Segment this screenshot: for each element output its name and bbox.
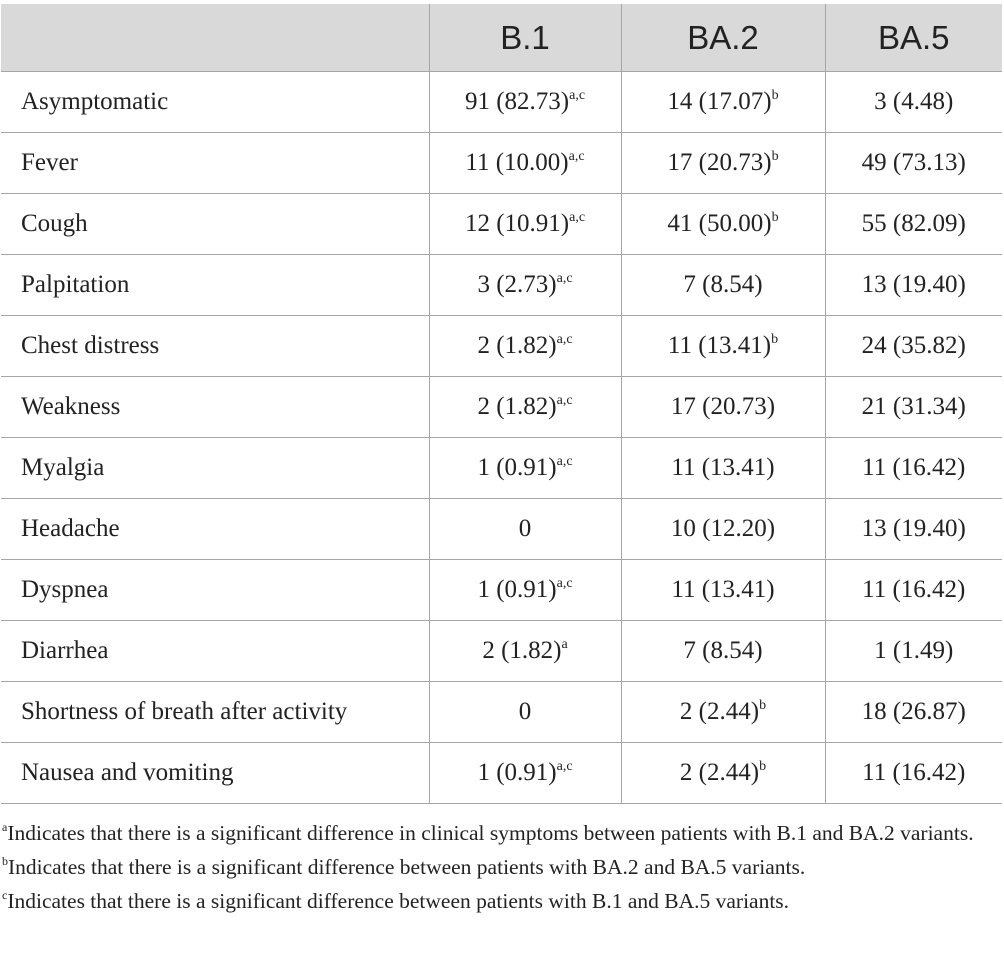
b1-value-cell xyxy=(429,255,621,316)
symptom-label: Nausea and vomiting xyxy=(1,743,429,804)
ba2-value: 7 (8.54) xyxy=(683,637,763,664)
ba2-value: 17 (20.73) xyxy=(670,393,776,420)
table-row xyxy=(1,560,1002,621)
ba2-value-cell xyxy=(621,743,825,804)
footnote-mark: b xyxy=(2,854,8,868)
ba2-value: 10 (12.20) xyxy=(670,515,776,542)
significance-marker: b xyxy=(771,332,779,347)
table-row xyxy=(1,621,1002,682)
b1-value-cell xyxy=(429,682,621,743)
b1-value-cell xyxy=(429,133,621,194)
ba2-value: 11 (13.41) xyxy=(671,576,775,603)
significance-marker: a,c xyxy=(556,332,573,347)
ba5-value-cell xyxy=(825,255,1002,316)
significance-marker: a,c xyxy=(556,576,573,591)
significance-marker: b xyxy=(771,88,779,103)
ba2-value: 41 (50.00) xyxy=(667,210,772,237)
b1-value: 0 xyxy=(518,698,532,725)
ba5-value-cell xyxy=(825,499,1002,560)
symptoms-table xyxy=(1,4,1002,804)
significance-marker: a xyxy=(561,637,568,652)
ba2-value-cell xyxy=(621,560,825,621)
table-row xyxy=(1,255,1002,316)
ba2-value-cell xyxy=(621,133,825,194)
ba2-value-cell xyxy=(621,438,825,499)
table-row xyxy=(1,438,1002,499)
ba5-value-cell xyxy=(825,743,1002,804)
table-row xyxy=(1,499,1002,560)
significance-marker: a,c xyxy=(556,393,573,408)
ba5-value-cell xyxy=(825,194,1002,255)
ba5-value-cell xyxy=(825,438,1002,499)
symptom-label: Weakness xyxy=(1,377,429,438)
significance-marker: a,c xyxy=(569,210,586,225)
ba2-value: 2 (2.44) xyxy=(679,759,760,786)
significance-marker: a,c xyxy=(556,759,573,774)
footnote-mark: a xyxy=(2,820,8,834)
symptom-label: Myalgia xyxy=(1,438,429,499)
ba5-value: 13 (19.40) xyxy=(861,271,966,298)
ba2-value-cell xyxy=(621,72,825,133)
b1-value: 91 (82.73) xyxy=(464,88,570,115)
ba5-value: 13 (19.40) xyxy=(861,515,966,542)
b1-value-cell xyxy=(429,316,621,377)
b1-value-cell xyxy=(429,621,621,682)
significance-marker: a,c xyxy=(568,149,585,164)
header-blank xyxy=(1,4,429,72)
header-b1: B.1 xyxy=(429,4,621,72)
ba5-value-cell xyxy=(825,377,1002,438)
b1-value: 2 (1.82) xyxy=(477,393,557,420)
ba5-value: 3 (4.48) xyxy=(874,88,954,115)
symptom-label: Shortness of breath after activity xyxy=(1,682,429,743)
table-row xyxy=(1,377,1002,438)
b1-value: 3 (2.73) xyxy=(477,271,557,298)
ba2-value: 17 (20.73) xyxy=(667,149,772,176)
significance-marker: a,c xyxy=(556,454,573,469)
ba5-value: 1 (1.49) xyxy=(874,637,954,664)
footnote-text: Indicates that there is a significant difference between patients with BA.2 and BA.5 variants. xyxy=(8,855,806,879)
ba2-value: 11 (13.41) xyxy=(667,332,772,359)
ba2-value-cell xyxy=(621,255,825,316)
table-row xyxy=(1,743,1002,804)
significance-marker: a,c xyxy=(569,88,586,103)
b1-value-cell xyxy=(429,194,621,255)
header-row xyxy=(1,4,1002,72)
ba2-value-cell xyxy=(621,194,825,255)
significance-marker: b xyxy=(759,698,767,713)
table-row xyxy=(1,316,1002,377)
b1-value: 0 xyxy=(518,515,532,542)
b1-value-cell xyxy=(429,72,621,133)
b1-value: 12 (10.91) xyxy=(464,210,570,237)
ba5-value: 11 (16.42) xyxy=(862,454,966,481)
ba2-value-cell xyxy=(621,377,825,438)
ba2-value-cell xyxy=(621,682,825,743)
ba5-value-cell xyxy=(825,682,1002,743)
symptom-label: Asymptomatic xyxy=(1,72,429,133)
ba2-value-cell xyxy=(621,316,825,377)
ba5-value: 11 (16.42) xyxy=(862,759,966,786)
table-body xyxy=(1,72,1002,804)
table-row xyxy=(1,133,1002,194)
ba5-value-cell xyxy=(825,316,1002,377)
header-ba5: BA.5 xyxy=(825,4,1002,72)
b1-value: 1 (0.91) xyxy=(477,576,557,603)
b1-value-cell xyxy=(429,560,621,621)
symptom-label: Headache xyxy=(1,499,429,560)
ba5-value-cell xyxy=(825,621,1002,682)
footnote-text: Indicates that there is a significant difference in clinical symptoms between patients with B.1 and BA.2 variants. xyxy=(7,821,974,845)
header-ba2: BA.2 xyxy=(621,4,825,72)
ba2-value: 14 (17.07) xyxy=(667,88,772,115)
ba2-value: 2 (2.44) xyxy=(679,698,760,725)
footnote-mark: c xyxy=(2,888,8,902)
b1-value-cell xyxy=(429,438,621,499)
footnote-a xyxy=(2,818,1002,849)
ba2-value-cell xyxy=(621,621,825,682)
ba5-value: 18 (26.87) xyxy=(861,698,966,725)
ba5-value-cell xyxy=(825,133,1002,194)
footnotes xyxy=(2,818,1002,920)
symptom-label: Cough xyxy=(1,194,429,255)
b1-value: 1 (0.91) xyxy=(477,454,557,481)
ba2-value-cell xyxy=(621,499,825,560)
significance-marker: a,c xyxy=(556,271,573,286)
b1-value-cell xyxy=(429,377,621,438)
ba5-value: 21 (31.34) xyxy=(861,393,966,420)
ba5-value: 49 (73.13) xyxy=(861,149,966,176)
symptom-label: Dyspnea xyxy=(1,560,429,621)
ba5-value-cell xyxy=(825,560,1002,621)
b1-value: 2 (1.82) xyxy=(482,637,562,664)
b1-value: 11 (10.00) xyxy=(465,149,569,176)
significance-marker: b xyxy=(771,210,779,225)
b1-value-cell xyxy=(429,743,621,804)
footnote-c xyxy=(2,886,1002,917)
symptom-label: Diarrhea xyxy=(1,621,429,682)
table-row xyxy=(1,682,1002,743)
ba5-value: 24 (35.82) xyxy=(861,332,966,359)
footnote-text: Indicates that there is a significant difference between patients with B.1 and BA.5 variants. xyxy=(7,889,790,913)
table-row xyxy=(1,194,1002,255)
ba5-value: 55 (82.09) xyxy=(861,210,966,237)
b1-value-cell xyxy=(429,499,621,560)
footnote-b xyxy=(2,852,1002,883)
ba5-value-cell xyxy=(825,72,1002,133)
symptom-label: Fever xyxy=(1,133,429,194)
significance-marker: b xyxy=(759,759,767,774)
b1-value: 2 (1.82) xyxy=(477,332,557,359)
symptom-label: Chest distress xyxy=(1,316,429,377)
b1-value: 1 (0.91) xyxy=(477,759,557,786)
table-row xyxy=(1,72,1002,133)
ba2-value: 7 (8.54) xyxy=(683,271,763,298)
symptom-label: Palpitation xyxy=(1,255,429,316)
ba2-value: 11 (13.41) xyxy=(671,454,775,481)
ba5-value: 11 (16.42) xyxy=(862,576,966,603)
significance-marker: b xyxy=(771,149,779,164)
